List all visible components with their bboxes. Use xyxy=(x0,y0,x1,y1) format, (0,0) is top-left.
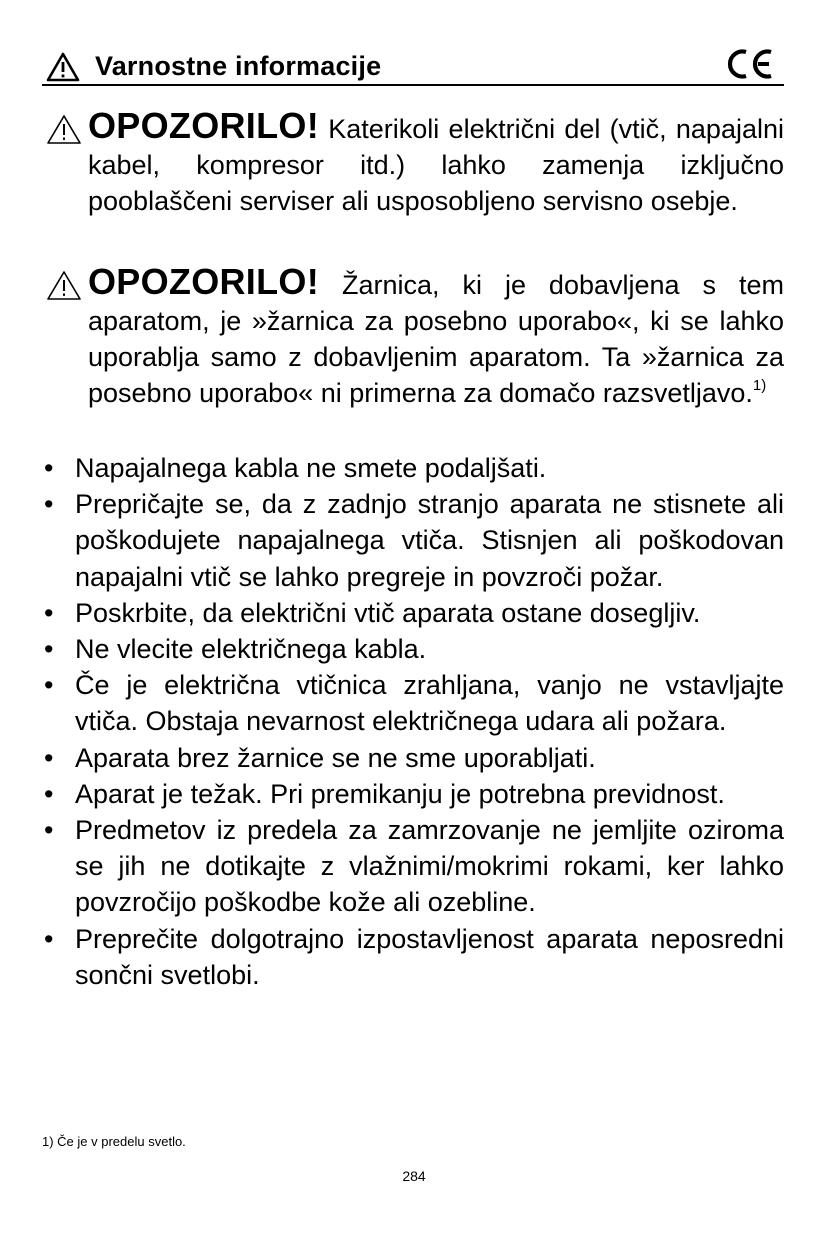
bullet-marker: • xyxy=(44,815,54,846)
bullet-marker: • xyxy=(44,670,54,701)
warning-triangle-icon xyxy=(46,270,82,301)
page-number: 284 xyxy=(402,1168,426,1184)
list-item-text: Če je električna vtičnica zrahljana, vanjo ne vstavljajte vtiča. Obstaja nevarnost električnega udara ali požara. xyxy=(75,670,784,737)
list-item xyxy=(42,631,784,667)
warning-text-1 xyxy=(88,105,784,219)
footnote: 1) Če je v predelu svetlo. xyxy=(42,1134,186,1149)
list-item-text: Napajalnega kabla ne smete podaljšati. xyxy=(75,453,547,483)
ce-mark-logo xyxy=(724,48,776,80)
list-item xyxy=(42,667,784,739)
list-item-text: Aparata brez žarnice se ne sme uporabljati. xyxy=(75,742,596,773)
list-item xyxy=(42,921,784,993)
list-item-text: Predmetov iz predela za zamrzovanje ne jemljite oziroma se jih ne dotikajte z vlažnimi/mokrimi rokami, ker lahko povzročijo poškodbe kože ali ozebline. xyxy=(75,815,784,918)
bullet-marker: • xyxy=(44,778,54,809)
section-title: Varnostne informacije xyxy=(95,51,382,81)
list-item-text: Poskrbite, da električni vtič aparata ostane dosegljiv. xyxy=(75,597,701,628)
list-item xyxy=(42,595,784,631)
bullet-marker: • xyxy=(44,923,54,954)
warning-block-2 xyxy=(42,261,784,411)
warning-triangle-icon xyxy=(46,114,82,145)
footnote-ref: 1) xyxy=(752,377,767,394)
warning-triangle-icon xyxy=(46,52,80,82)
list-item xyxy=(42,450,784,486)
warning-block-1 xyxy=(42,105,784,219)
list-item-text: Ne vlecite električnega kabla. xyxy=(75,634,427,665)
warning-lead: OPOZORILO! xyxy=(88,261,319,302)
warning-text-2 xyxy=(88,261,784,411)
list-item-text: Prepričajte se, da z zadnjo stranjo aparata ne stisnete ali poškodujete napajalnega vtiča. Stisnjen ali poškodovan napajalni vtič se lahko pregreje in povzroči požar. xyxy=(75,489,784,592)
safety-bullet-list xyxy=(42,450,784,993)
warning-body: Žarnica, ki je dobavljena s tem aparatom, je »žarnica za posebno uporabo«, ki se lahko uporablja samo z dobavljenim aparatom. Ta »žarnica za posebno uporabo« ni primerna za domačo razsvetljavo. xyxy=(88,270,784,408)
bullet-marker: • xyxy=(44,489,54,520)
warning-body: Katerikoli električni del (vtič, napajalni kabel, kompresor itd.) lahko zamenja izključno pooblaščeni serviser ali usposobljeno servisno osebje. xyxy=(88,114,784,216)
bullet-marker: • xyxy=(44,742,54,773)
list-item xyxy=(42,812,784,921)
list-item xyxy=(42,740,784,776)
list-item-text: Preprečite dolgotrajno izpostavljenost aparata neposredni sončni svetlobi. xyxy=(75,923,784,990)
list-item xyxy=(42,776,784,812)
list-item xyxy=(42,486,784,595)
list-item-text: Aparat je težak. Pri premikanju je potrebna previdnost. xyxy=(75,778,725,809)
section-header xyxy=(42,44,784,86)
bullet-marker: • xyxy=(44,634,54,665)
bullet-marker: • xyxy=(44,453,54,483)
bullet-marker: • xyxy=(44,597,54,628)
warning-lead: OPOZORILO! xyxy=(88,105,319,146)
